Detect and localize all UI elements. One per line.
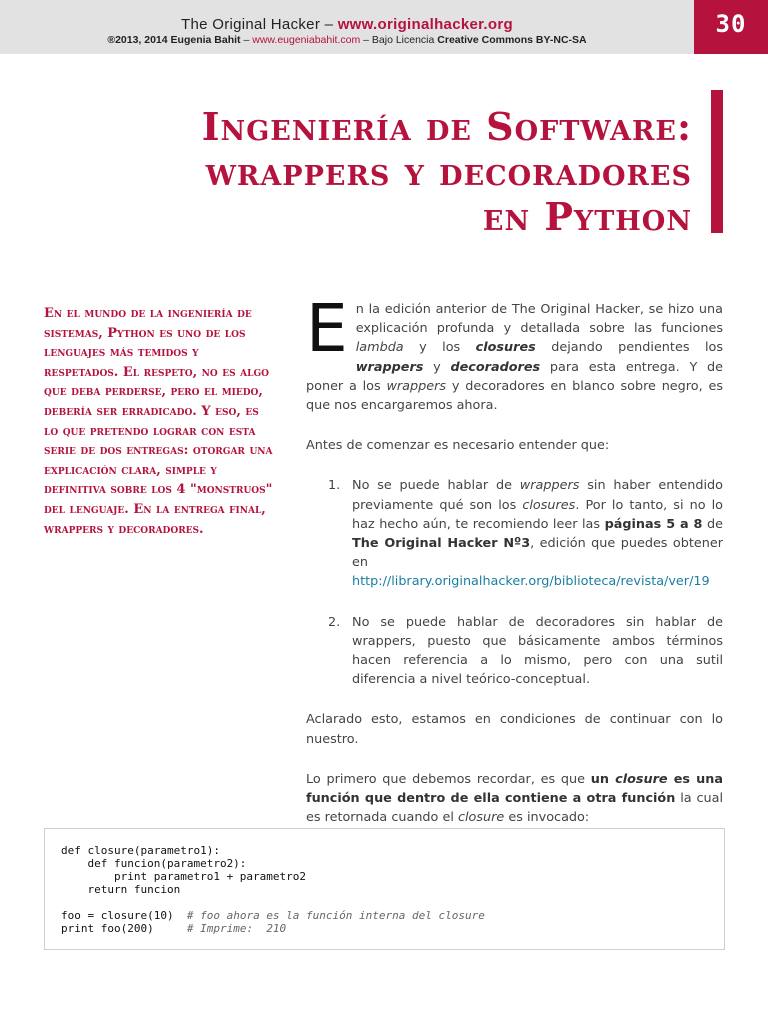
title-line-2: wrappers y decoradores: [205, 149, 692, 194]
list-item: 2. No se puede hablar de decoradores sin hablar de wrappers, puesto que básicamente ambos términos hacen referencia a lo mismo, pero con una sutil diferencia a nivel teórico-conceptual.: [328, 614, 723, 688]
paragraph-1: En la edición anterior de The Original Hacker, se hizo una explicación profunda y detallada sobre las funciones lambda y los closures dejando pendientes los wrappers y decoradores para esta entrega. Y de poner a los wrappers y decoradores en blanco sobre negro, es que nos encargaremos ahora.: [306, 290, 723, 414]
article-intro: En el mundo de la ingeniería de sistemas, Python es uno de los lenguajes más temidos y respetados. El respeto, no es algo que deba perderse, pero el miedo, debería ser erradicado. Y eso, es lo que pretendo lograr con esta serie de dos entregas: otorgar una explicación clara, simple y definitiva sobre los 4 "monstruos" del lenguaje. En la entrega final, wrappers y decoradores.: [44, 306, 273, 537]
page-number: 30: [715, 10, 747, 38]
author-link[interactable]: www.eugeniabahit.com: [252, 34, 361, 46]
magazine-name: The Original Hacker: [181, 16, 321, 33]
list-item: 1. No se puede hablar de wrappers sin haber entendido previamente qué son los closures. Por lo tanto, si no lo haz hecho aún, te recomiendo leer las páginas 5 a 8 de The Original Hacker Nº3, edición que puedes obtener en http://library.originalhacker.org/biblioteca/revista/ver/19: [328, 478, 723, 590]
code-listing: def closure(parametro1): def funcion(parametro2): print parametro1 + parametro2 return funcion foo = closure(10) # foo ahora es la función interna del closure print foo(200) # Imprime: 210: [61, 844, 485, 935]
header-title: The Original Hacker – www.originalhacker.org: [181, 16, 513, 33]
library-link[interactable]: http://library.originalhacker.org/biblioteca/revista/ver/19: [352, 574, 710, 590]
header-copyright: ®2013, 2014 Eugenia Bahit – www.eugeniabahit.com – Bajo Licencia Creative Commons BY-NC-SA: [107, 34, 587, 46]
title-line-3: en Python: [482, 194, 692, 239]
title-accent-bar: [711, 90, 723, 233]
license-text: Creative Commons BY-NC-SA: [437, 34, 587, 46]
article-title: [202, 104, 692, 239]
page-header: [0, 0, 768, 54]
paragraph-4: Lo primero que debemos recordar, es que un closure es una función que dentro de ella contiene a otra función la cual es retornada cuando el closure es invocado:: [306, 771, 723, 826]
page-number-box: [694, 0, 768, 54]
code-block: [44, 828, 725, 950]
paragraph-2: Antes de comenzar es necesario entender que:: [306, 438, 610, 454]
title-line-1: Ingeniería de Software:: [201, 104, 692, 149]
code-comment: # Imprime: 210: [186, 922, 287, 935]
code-comment: # foo ahora es la función interna del closure: [186, 909, 485, 922]
drop-cap: E: [306, 290, 348, 367]
article-body: [306, 290, 723, 827]
site-link[interactable]: www.originalhacker.org: [337, 16, 513, 33]
paragraph-3: Aclarado esto, estamos en condiciones de continuar con lo nuestro.: [306, 712, 723, 747]
